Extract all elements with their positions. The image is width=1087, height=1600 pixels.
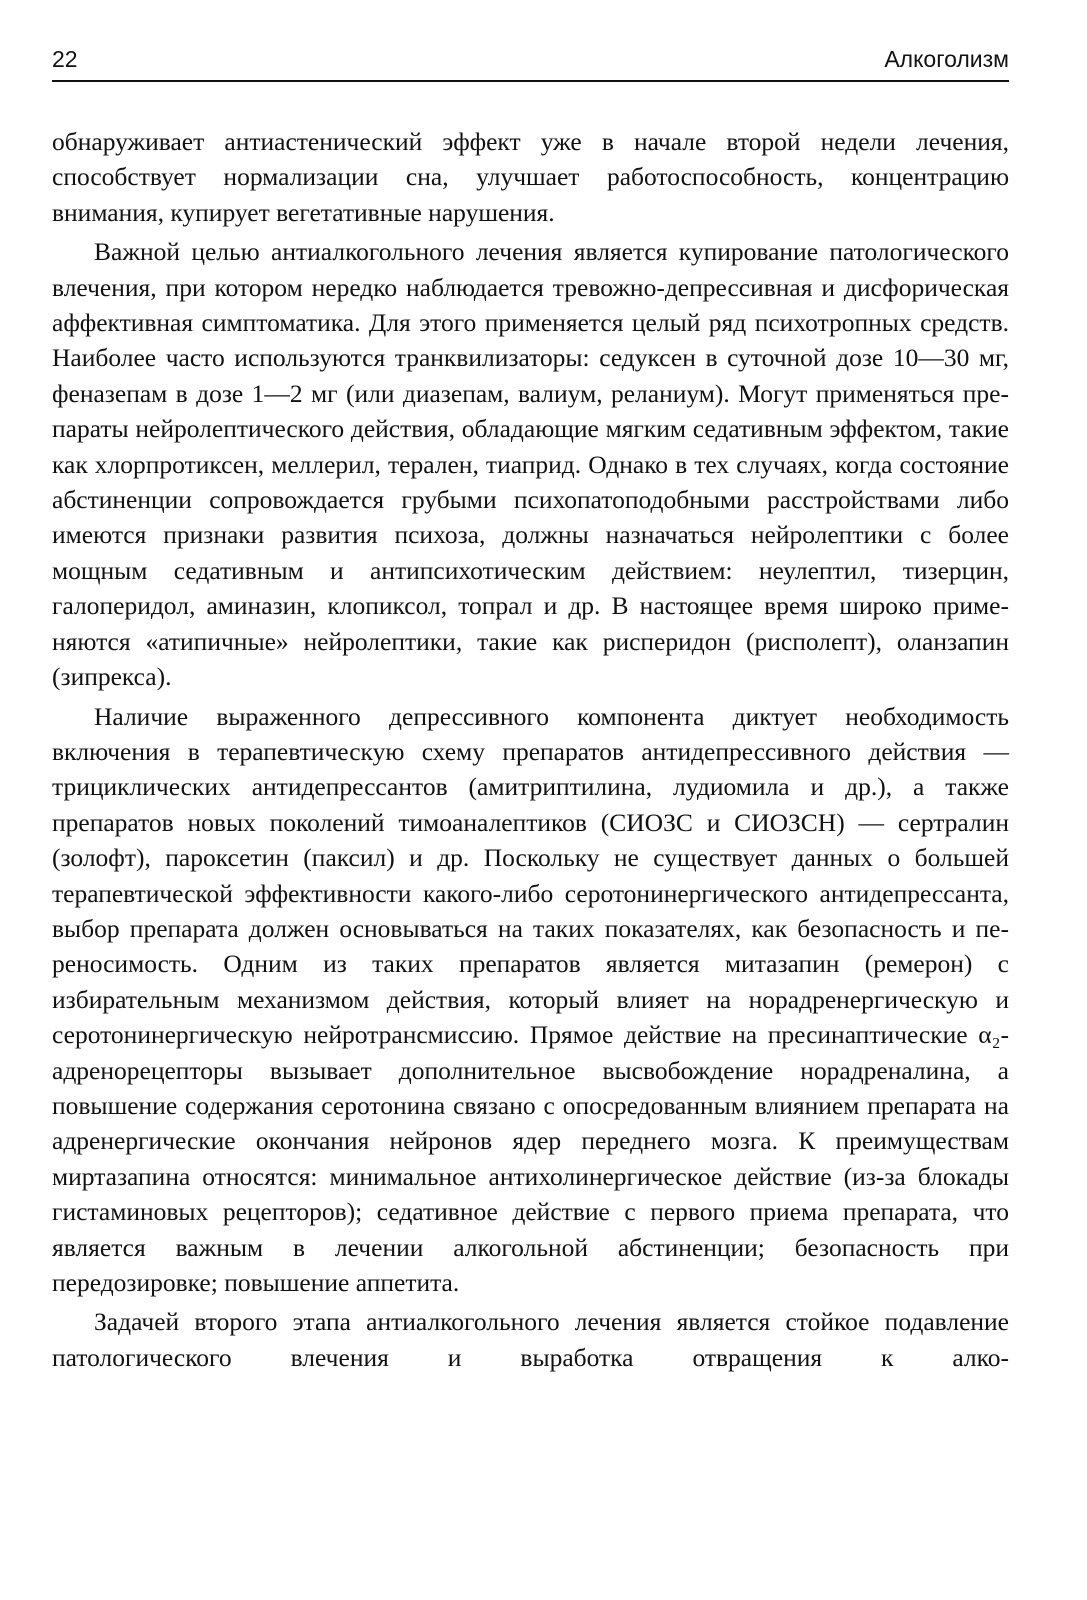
paragraph-2: Важной целью антиалкогольного лечения является купирование патологического влечения, при котором нередко наблюдается тревожно-депрессивная и дисфорическая аффективная симптоматика. Для этого применяется целый ряд психотропных средств. Наиболее часто используются транквилизаторы: седуксен в суточной дозе 10—30 мг, феназепам в дозе 1—2 мг (или диазепам, валиум, реланиум). Могут применяться препараты нейролептического действия, обладающие мягким седативным эффектом, такие как хлорпротиксен, меллерил, терален, тиаприд. Однако в тех случаях, когда состояние абстиненции сопровождается грубыми психопатоподобными расстройствами либо имеются признаки развития психоза, должны назначаться нейролептики с более мощным седативным и антипсихотическим действием: неулептил, тизерцин, галоперидол, аминазин, клопиксол, топрал и др. В настоящее время широко применяются «атипичные» нейролептики, такие как рисперидон (рисполепт), оланзапин (зипрекса). <box>52 237 1009 692</box>
running-head <box>52 44 1009 82</box>
page-number: 22 <box>52 46 78 72</box>
running-title: Алкоголизм <box>884 46 1009 72</box>
paragraph-4: Задачей второго этапа антиалкогольного лечения является стойкое подавление патологического влечения и выработка отвращения к алко- <box>52 1307 1009 1372</box>
paragraph-3: Наличие выраженного депрессивного компонента диктует необходимость включения в терапевтическую схему препаратов антидепрессивного действия — трициклических антидепрессантов (амитриптилина, лудиомила и др.), а также препаратов новых поколений тимоаналептиков (СИОЗС и СИОЗСН) — сертралин (золофт), пароксетин (паксил) и др. Поскольку не существует данных о большей терапевтической эффективности какого-либо серотонинергического антидепрессанта, выбор препарата должен основываться на таких показателях, как безопасность и переносимость. Одним из таких препаратов является митазапин (ремерон) с избирательным механизмом действия, который влияет на норадренергическую и серотонинергическую нейротрансмиссию. Прямое действие на пресинаптические α₂-адренорецепторы вызывает дополнительное высвобождение норадреналина, а повышение содержания серотонина связано с опосредованным влиянием препарата на адренергические окончания нейронов ядер переднего мозга. К преимуществам миртазапина относятся: минимальное антихолинергическое действие (из-за блокады гистаминовых рецепторов); седативное действие с первого приема препарата, что является важным в лечении алкогольной абстиненции; безопасность при передозировке; повышение аппетита. <box>52 701 1009 1297</box>
body-text <box>52 124 1009 1379</box>
paragraph-1: обнаруживает антиастенический эффект уже в начале второй недели лечения, способствует нормализации сна, улучшает работоспособность, концентрацию внимания, купирует вегетативные нарушения. <box>52 127 1009 227</box>
